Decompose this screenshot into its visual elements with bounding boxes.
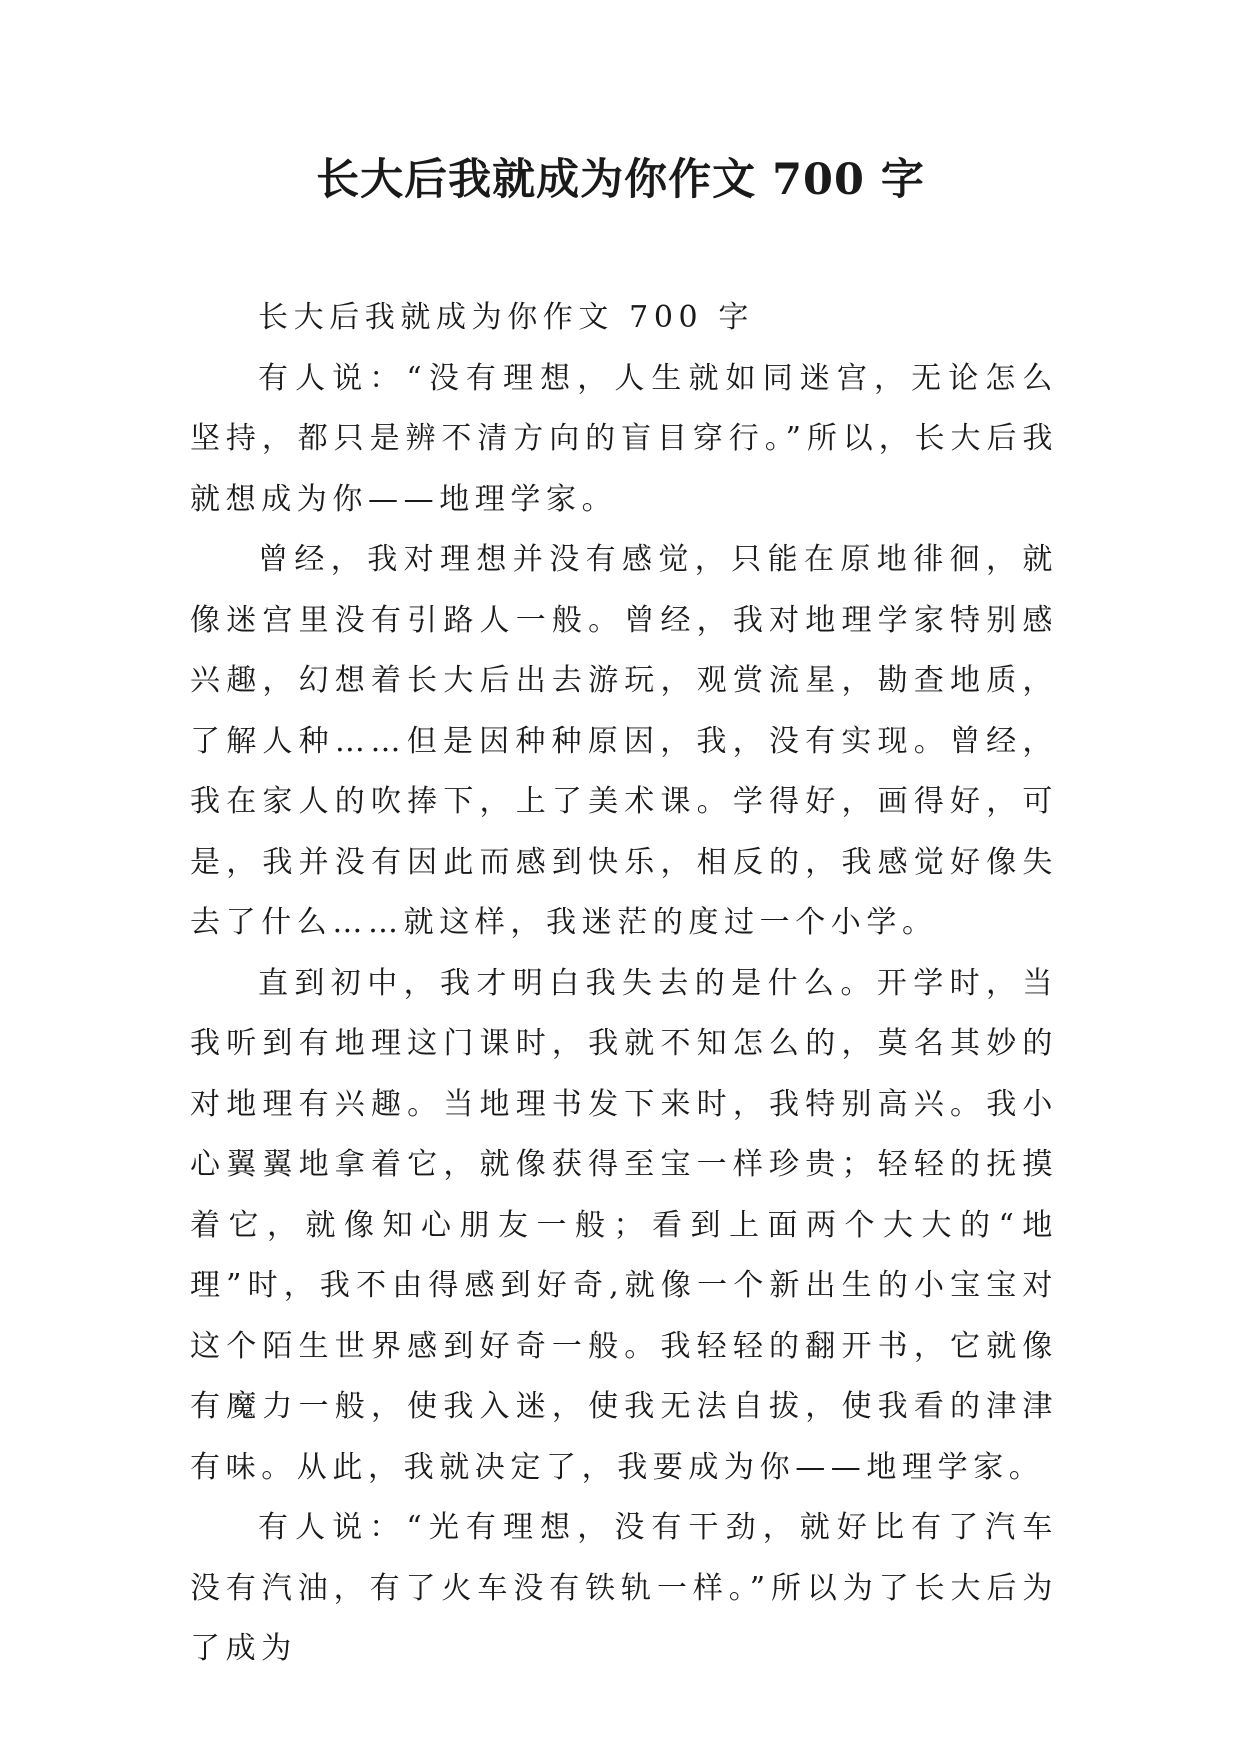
document-body — [190, 288, 1058, 1680]
paragraph-subtitle: 长大后我就成为你作文 700 字 — [258, 300, 754, 335]
paragraph: 有人说：“光有理想，没有干劲，就好比有了汽车没有汽油，有了火车没有铁轨一样。”所以为了长大后为了成为 — [190, 1510, 1058, 1666]
document-title: 长大后我就成为你作文 700 字 — [316, 155, 925, 205]
paragraph: 有人说：“没有理想，人生就如同迷宫，无论怎么坚持，都只是辨不清方向的盲目穿行。”所以，长大后我就想成为你——地理学家。 — [190, 360, 1058, 517]
paragraph: 曾经，我对理想并没有感觉，只能在原地徘徊，就像迷宫里没有引路人一般。曾经，我对地理学家特别感兴趣，幻想着长大后出去游玩，观赏流星，勘查地质，了解人种……但是因种种原因，我，没有实现。曾经，我在家人的吹捧下，上了美术课。学得好，画得好，可是，我并没有因此而感到快乐，相反的，我感觉好像失去了什么……就这样，我迷茫的度过一个小学。 — [190, 542, 1058, 940]
paragraph: 直到初中，我才明白我失去的是什么。开学时，当我听到有地理这门课时，我就不知怎么的，莫名其妙的对地理有兴趣。当地理书发下来时，我特别高兴。我小心翼翼地拿着它，就像获得至宝一样珍贵；轻轻的抚摸着它，就像知心朋友一般；看到上面两个大大的“地理”时，我不由得感到好奇,就像一个新出生的小宝宝对这个陌生世界感到好奇一般。我轻轻的翻开书，它就像有魔力一般，使我入迷，使我无法自拔，使我看的津津有味。从此，我就决定了，我要成为你——地理学家。 — [190, 965, 1058, 1485]
